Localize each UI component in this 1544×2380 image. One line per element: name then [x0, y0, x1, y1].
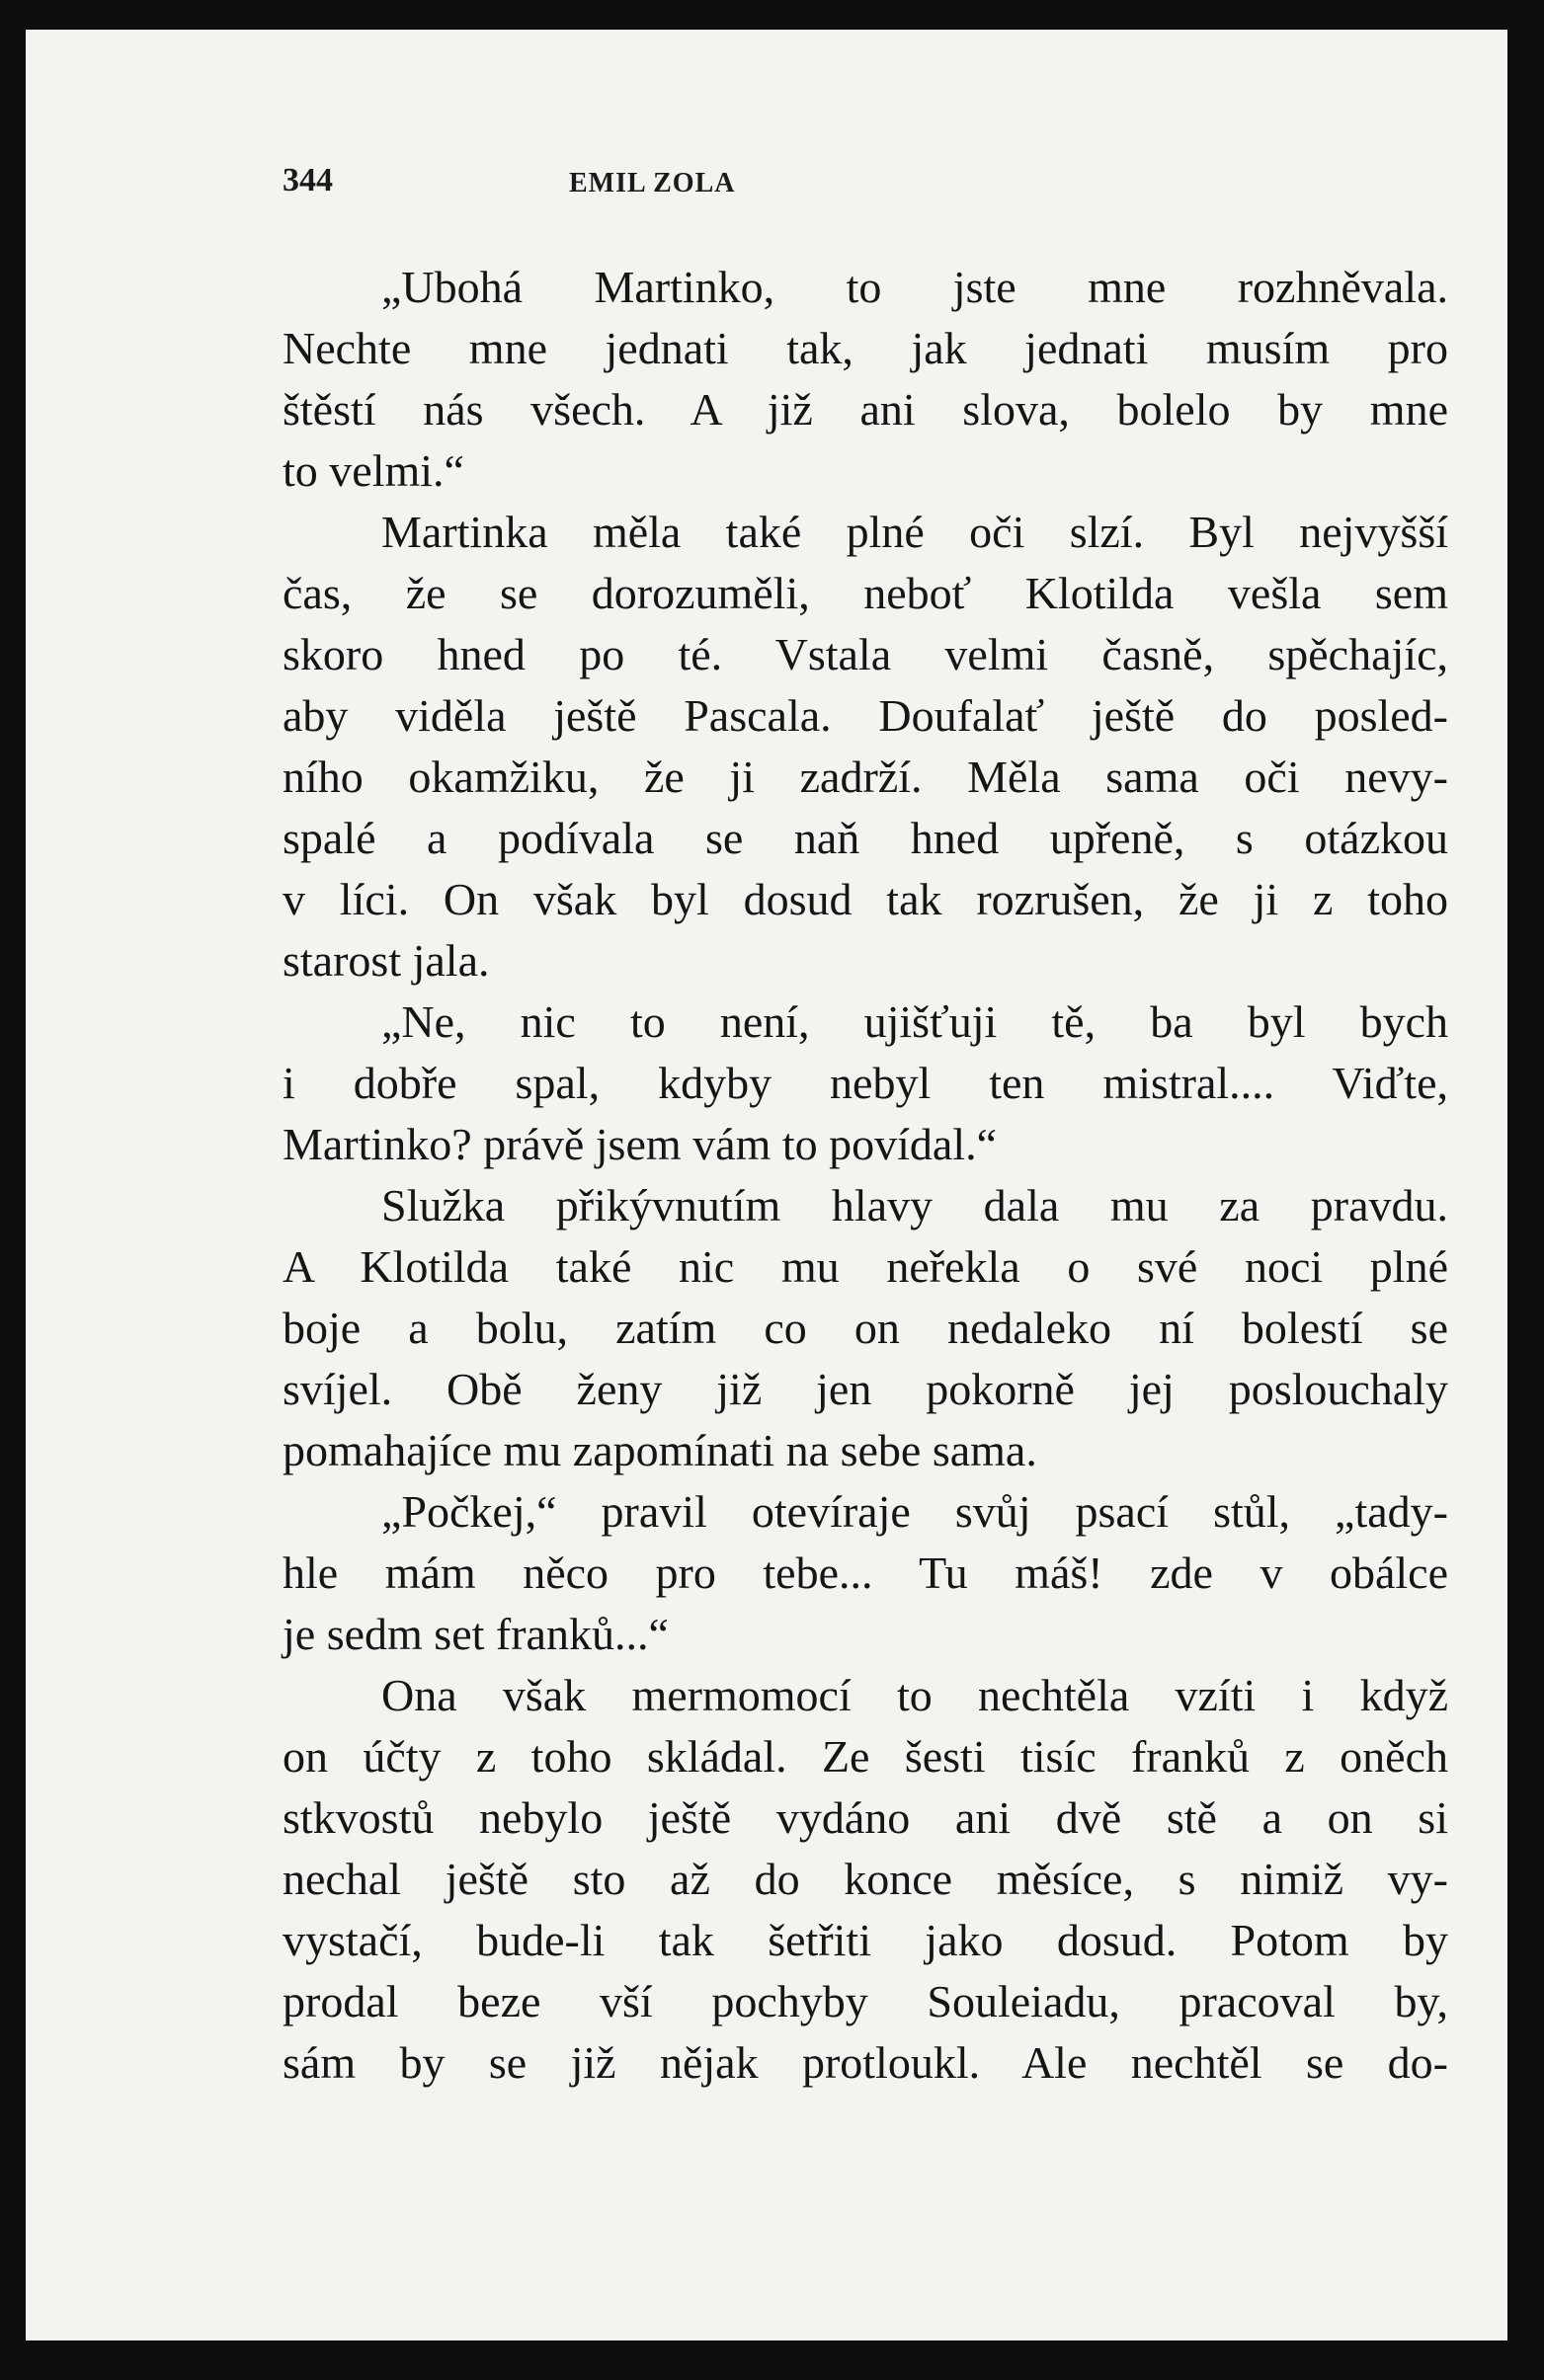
text-line: to velmi.“	[283, 445, 464, 496]
text-line: svíjel. Obě ženy již jen pokorně jej poslouchaly	[283, 1364, 1448, 1414]
text-line: stkvostů nebylo ještě vydáno ani dvě stě a on si	[283, 1792, 1448, 1843]
text-line: pomahajíce mu zapomínati na sebe sama.	[283, 1425, 1037, 1475]
text-line: Ona však mermomocí to nechtěla vzíti i když	[381, 1670, 1448, 1720]
text-line: i dobře spal, kdyby nebyl ten mistral.... Viďte,	[283, 1058, 1448, 1108]
text-line: hle mám něco pro tebe... Tu máš! zde v obálce	[283, 1547, 1448, 1598]
text-line: je sedm set franků...“	[283, 1609, 669, 1659]
text-line: Martinko? právě jsem vám to povídal.“	[283, 1119, 998, 1169]
text-line: Martinka měla také plné oči slzí. Byl nejvyšší	[381, 507, 1448, 557]
text-line: sám by se již nějak protloukl. Ale nechtěl se do-	[283, 2037, 1448, 2088]
page-number: 344	[283, 162, 333, 198]
text-line: skoro hned po té. Vstala velmi časně, spěchajíc,	[283, 629, 1448, 679]
text-line: Služka přikývnutím hlavy dala mu za pravdu.	[381, 1180, 1448, 1230]
text-line: čas, že se dorozuměli, neboť Klotilda vešla sem	[283, 568, 1448, 618]
text-line: Nechte mne jednati tak, jak jednati musím pro	[283, 323, 1448, 373]
text-line: on účty z toho skládal. Ze šesti tisíc franků z oněch	[283, 1731, 1448, 1782]
body-text	[283, 257, 1448, 2094]
text-line: spalé a podívala se naň hned upřeně, s otázkou	[283, 813, 1448, 863]
text-line: boje a bolu, zatím co on nedaleko ní bolestí se	[283, 1303, 1448, 1353]
text-line: ního okamžiku, že ji zadrží. Měla sama oči nevy-	[283, 752, 1448, 802]
text-line: štěstí nás všech. A již ani slova, bolelo by mne	[283, 384, 1448, 435]
text-line: v líci. On však byl dosud tak rozrušen, že ji z toho	[283, 874, 1448, 924]
text-line: A Klotilda také nic mu neřekla o své noci plné	[283, 1241, 1448, 1292]
text-line: „Počkej,“ pravil otevíraje svůj psací stůl, „tady-	[381, 1486, 1448, 1537]
book-page	[26, 30, 1507, 2340]
text-line: „Ubohá Martinko, to jste mne rozhněvala.	[381, 262, 1448, 312]
text-line: aby viděla ještě Pascala. Doufalať ještě do posled-	[283, 690, 1448, 741]
text-line: vystačí, bude-li tak šetřiti jako dosud. Potom by	[283, 1915, 1448, 1965]
running-head: EMIL ZOLA	[569, 168, 736, 198]
page-header	[283, 162, 974, 221]
text-line: nechal ještě sto až do konce měsíce, s nimiž vy-	[283, 1854, 1448, 1904]
text-line: prodal beze vší pochyby Souleiadu, pracoval by,	[283, 1976, 1448, 2026]
text-line: „Ne, nic to není, ujišťuji tě, ba byl bych	[381, 996, 1448, 1047]
text-line: starost jala.	[283, 935, 490, 986]
